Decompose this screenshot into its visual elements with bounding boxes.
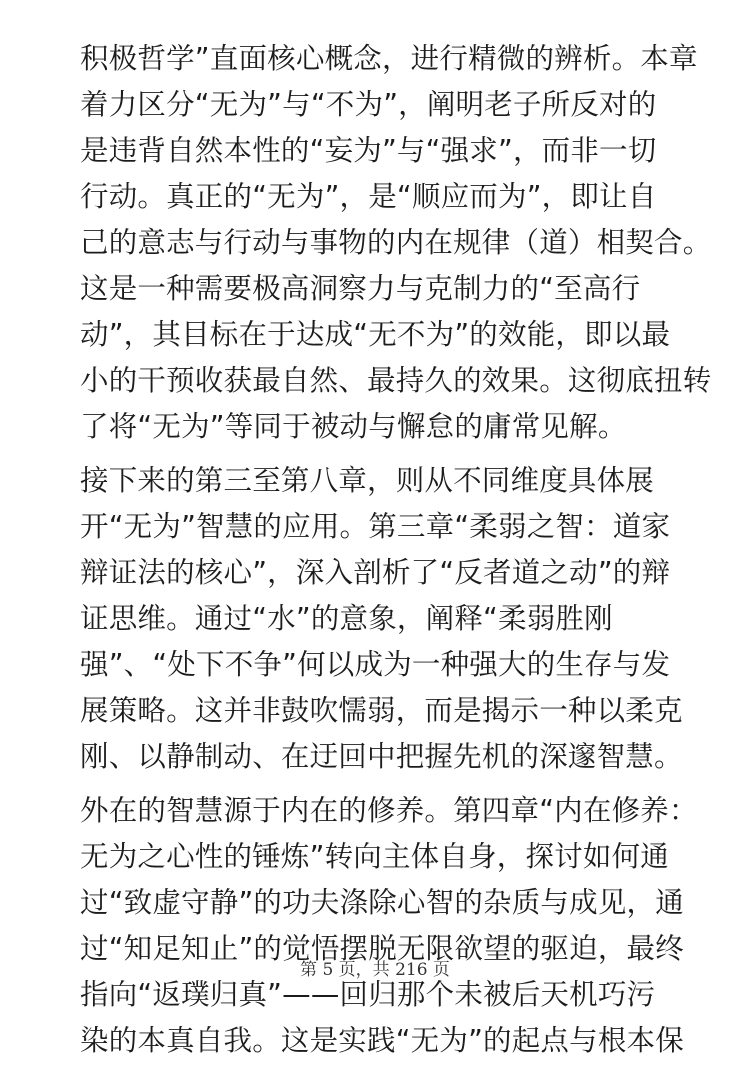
paragraph-1 [80, 36, 712, 450]
page-number-footer: 第 5 页，共 216 页 [300, 960, 450, 980]
text-line: 证思维。通过“水”的意象，阐释“柔弱胜刚 [80, 602, 613, 635]
text-line: 动”，其目标在于达成“无不为”的效能，即以最 [80, 318, 671, 351]
text-line: 外在的智慧源于内在的修养。第四章“内在修养： [80, 794, 698, 827]
text-line: 着力区分“无为”与“不为”，阐明老子所反对的 [80, 88, 657, 121]
text-line: 过“知足知止”的觉悟摆脱无限欲望的驱迫，最终 [80, 932, 684, 965]
paragraph-3 [80, 788, 698, 1064]
text-line: 行动。真正的“无为”，是“顺应而为”，即让自 [80, 180, 657, 213]
text-line: 展策略。这并非鼓吹懦弱，而是揭示一种以柔克 [80, 694, 683, 727]
text-line: 接下来的第三至第八章，则从不同维度具体展 [80, 464, 655, 497]
text-line: 染的本真自我。这是实践“无为”的起点与根本保 [80, 1024, 684, 1057]
body-text [80, 36, 712, 1072]
text-line: 无为之心性的锤炼”转向主体自身，探讨如何通 [80, 840, 669, 873]
text-line: 开“无为”智慧的应用。第三章“柔弱之智：道家 [80, 510, 671, 543]
text-line: 辩证法的核心”，深入剖析了“反者道之动”的辩 [80, 556, 671, 589]
text-line: 过“致虚守静”的功夫涤除心智的杂质与成见，通 [80, 886, 684, 919]
text-line: 小的干预收获最自然、最持久的效果。这彻底扭转 [80, 364, 712, 397]
text-line: 己的意志与行动与事物的内在规律（道）相契合。 [80, 226, 712, 259]
text-line: 这是一种需要极高洞察力与克制力的“至高行 [80, 272, 641, 305]
text-line: 了将“无为”等同于被动与懈怠的庸常见解。 [80, 410, 627, 443]
text-line: 指向“返璞归真”——回归那个未被后天机巧污 [80, 978, 656, 1011]
text-line: 是违背自然本性的“妄为”与“强求”，而非一切 [80, 134, 657, 167]
text-line: 强”、“处下不争”何以成为一种强大的生存与发 [80, 648, 671, 681]
text-line: 刚、以静制动、在迂回中把握先机的深邃智慧。 [80, 740, 683, 773]
paragraph-2 [80, 458, 683, 780]
text-line: 积极哲学”直面核心概念，进行精微的辨析。本章 [80, 42, 698, 75]
